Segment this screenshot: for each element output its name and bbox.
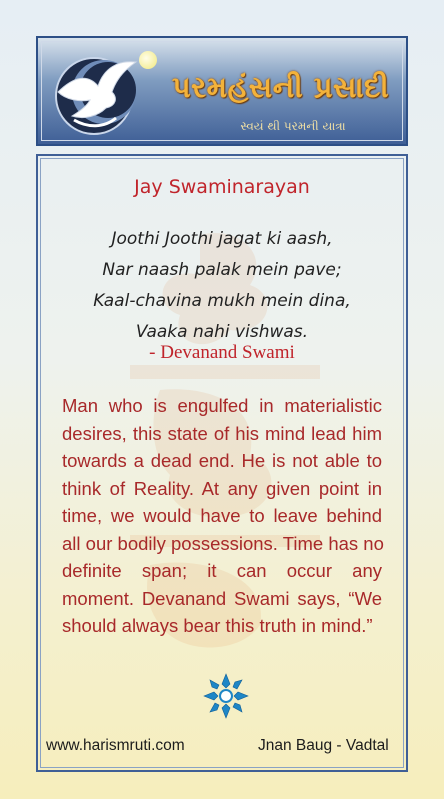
poem-line: Kaal-chavina mukh mein dina, bbox=[93, 291, 351, 311]
page-subtitle: સ્વયં થી પરમની યાત્રા bbox=[240, 119, 346, 133]
poem-line: Joothi Joothi jagat ki aash, bbox=[111, 229, 333, 249]
dove-moon-icon bbox=[44, 46, 144, 142]
poem-attribution: - Devanand Swami bbox=[149, 342, 295, 363]
commentary-line: think of Reality. At any given point in bbox=[62, 477, 382, 499]
commentary-line: Man who is engulfed in materialistic bbox=[62, 395, 382, 416]
page-title: પરમહંસની પ્રસાદી bbox=[171, 70, 390, 104]
commentary-line: towards a dead end. He is not able to bbox=[62, 450, 382, 471]
commentary-line: desires, this state of his mind lead him bbox=[62, 422, 382, 444]
footer-location: Jnan Baug - Vadtal bbox=[258, 737, 389, 754]
poem-line: Vaaka nahi vishwas. bbox=[135, 322, 309, 342]
commentary-paragraph bbox=[62, 392, 382, 640]
greeting-heading: Jay Swaminarayan bbox=[134, 176, 310, 198]
header-banner bbox=[36, 36, 408, 146]
commentary-line: should always bear this truth in mind.” bbox=[62, 615, 373, 636]
commentary-line: all our bodily possessions. Time has no bbox=[62, 532, 384, 554]
poem bbox=[0, 224, 444, 348]
moon-icon bbox=[139, 51, 157, 69]
website-link[interactable]: www.harismruti.com bbox=[46, 737, 185, 754]
poem-line: Nar naash palak mein pave; bbox=[102, 260, 342, 280]
commentary-line: definite span; it can occur any bbox=[62, 560, 382, 581]
commentary-line: time, we would have to leave behind bbox=[62, 505, 382, 526]
swastik-emblem-icon bbox=[200, 670, 252, 722]
commentary-line: moment. Devanand Swami says, “We bbox=[62, 587, 382, 609]
